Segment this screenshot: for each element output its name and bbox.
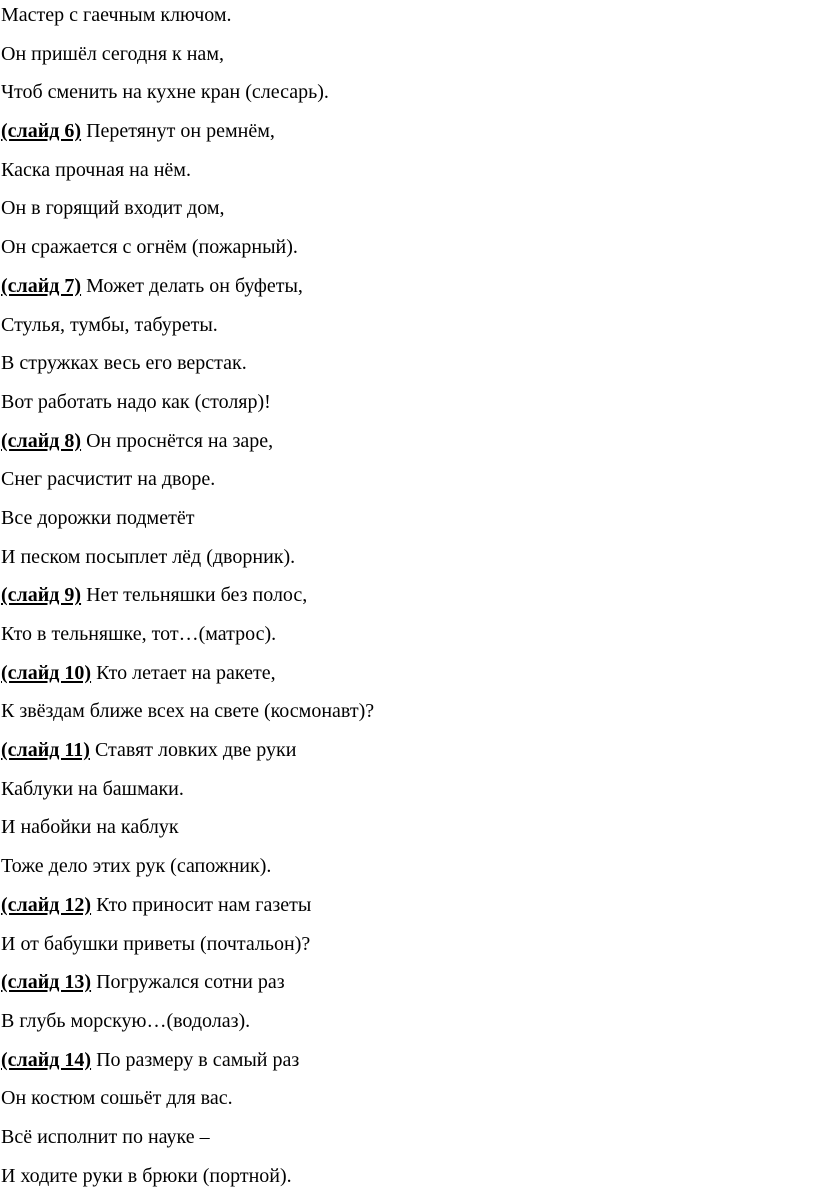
line-text: Он в горящий входит дом, bbox=[1, 197, 225, 220]
line-text: Снег расчистит на дворе. bbox=[1, 468, 216, 491]
text-line bbox=[1, 273, 374, 312]
slide-label: (слайд 7) bbox=[1, 274, 82, 297]
line-text: Всё исполнит по науке – bbox=[1, 1125, 210, 1148]
text-line bbox=[1, 892, 374, 931]
slide-label: (слайд 6) bbox=[1, 120, 82, 143]
slide-label: (слайд 14) bbox=[1, 1048, 92, 1071]
text-line bbox=[1, 544, 374, 583]
text-line bbox=[1, 79, 374, 118]
text-line bbox=[1, 466, 374, 505]
text-line bbox=[1, 931, 374, 970]
line-text: Кто летает на ракете, bbox=[91, 661, 276, 684]
line-text: По размеру в самый раз bbox=[91, 1048, 300, 1071]
line-text: И от бабушки приветы (почтальон)? bbox=[1, 932, 311, 955]
line-text: И набойки на каблук bbox=[1, 816, 179, 839]
line-text: Он проснётся на заре, bbox=[81, 429, 274, 452]
line-text: Он костюм сошьёт для вас. bbox=[1, 1087, 233, 1110]
slide-label: (слайд 11) bbox=[1, 739, 90, 762]
slide-label: (слайд 13) bbox=[1, 971, 92, 994]
text-line bbox=[1, 312, 374, 351]
line-text: Может делать он буфеты, bbox=[81, 274, 303, 297]
text-line bbox=[1, 582, 374, 621]
line-text: Погружался сотни раз bbox=[91, 971, 285, 994]
text-line bbox=[1, 428, 374, 467]
text-line bbox=[1, 234, 374, 273]
line-text: Стулья, тумбы, табуреты. bbox=[1, 313, 218, 336]
slide-label: (слайд 12) bbox=[1, 893, 92, 916]
text-line bbox=[1, 389, 374, 428]
slide-label: (слайд 8) bbox=[1, 429, 82, 452]
text-line bbox=[1, 969, 374, 1008]
text-line bbox=[1, 505, 374, 544]
text-line bbox=[1, 1163, 374, 1201]
line-text: Ставят ловких две руки bbox=[89, 739, 297, 762]
poem-lines bbox=[1, 2, 374, 1201]
text-line bbox=[1, 737, 374, 776]
text-line bbox=[1, 776, 374, 815]
line-text: И ходите руки в брюки (портной). bbox=[1, 1164, 292, 1187]
text-line bbox=[1, 814, 374, 853]
text-line bbox=[1, 41, 374, 80]
line-text: Перетянут он ремнём, bbox=[81, 120, 275, 143]
line-text: Он пришёл сегодня к нам, bbox=[1, 42, 224, 65]
slide-label: (слайд 10) bbox=[1, 661, 92, 684]
line-text: Кто в тельняшке, тот…(матрос). bbox=[1, 623, 277, 645]
text-line bbox=[1, 621, 374, 660]
line-text: Все дорожки подметёт bbox=[1, 506, 195, 529]
line-text: В глубь морскую…(водолаз). bbox=[1, 1009, 251, 1032]
text-line bbox=[1, 1124, 374, 1163]
line-text: Нет тельняшки без полос, bbox=[81, 584, 308, 607]
line-text: Он сражается с огнём (пожарный). bbox=[1, 236, 298, 259]
text-line bbox=[1, 660, 374, 699]
text-line bbox=[1, 1047, 374, 1086]
text-line bbox=[1, 1008, 374, 1047]
text-line bbox=[1, 350, 374, 389]
line-text: В стружках весь его верстак. bbox=[1, 352, 247, 375]
line-text: Тоже дело этих рук (сапожник). bbox=[1, 855, 272, 878]
line-text: К звёздам ближе всех на свете (космонавт)? bbox=[1, 700, 375, 723]
line-text: Каска прочная на нём. bbox=[1, 158, 191, 181]
line-text: И песком посыплет лёд (дворник). bbox=[1, 545, 296, 568]
line-text: Кто приносит нам газеты bbox=[91, 893, 312, 916]
line-text: Каблуки на башмаки. bbox=[1, 777, 184, 800]
text-line bbox=[1, 698, 374, 737]
text-line bbox=[1, 1085, 374, 1124]
text-line bbox=[1, 157, 374, 196]
line-text: Чтоб сменить на кухне кран (слесарь). bbox=[1, 81, 329, 104]
line-text: Вот работать надо как (столяр)! bbox=[1, 390, 271, 413]
slide-label: (слайд 9) bbox=[1, 584, 82, 607]
text-line bbox=[1, 118, 374, 157]
text-line bbox=[1, 853, 374, 892]
text-line bbox=[1, 195, 374, 234]
text-line bbox=[1, 2, 374, 41]
line-text: Мастер с гаечным ключом. bbox=[1, 4, 232, 26]
